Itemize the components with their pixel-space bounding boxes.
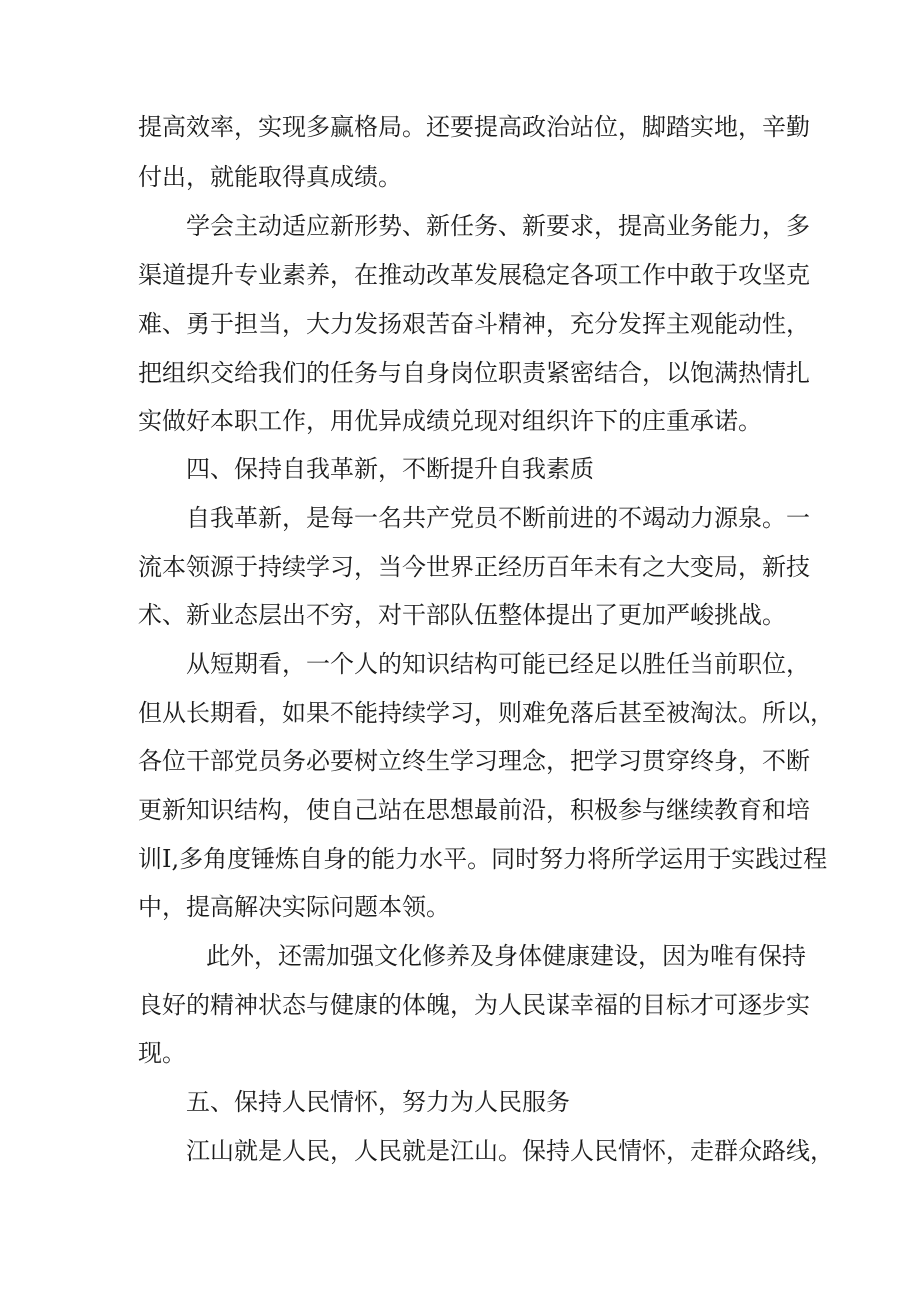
text-line: 实做好本职工作，用优异成绩兑现对组织许下的庄重承诺。 [138,407,762,435]
text-line: 此外，还需加强文化修养及身体健康建设，因为唯有保持 [206,942,806,970]
text-line: 把组织交给我们的任务与自身岗位职责紧密结合，以饱满热情扎 [138,359,810,387]
text-line: 自我革新，是每一名共产党员不断前进的不竭动力源泉。一 [186,504,810,532]
text-line: 但从长期看，如果不能持续学习，则难免落后甚至被淘汰。所以， [138,699,834,727]
text-line: 提高效率，实现多赢格局。还要提高政治站位，脚踏实地，辛勤 [138,113,810,141]
text-line: 渠道提升专业素养，在推动改革发展稳定各项工作中敢于攻坚克 [138,261,810,289]
text-line: 中，提高解决实际问题本领。 [138,893,450,921]
text-line: 良好的精神状态与健康的体魄，为人民谋幸福的目标才可逐步实 [138,991,810,1019]
text-line: 现。 [138,1039,186,1067]
section-heading: 五、保持人民情怀，努力为人民服务 [186,1088,570,1116]
text-line: 江山就是人民，人民就是江山。保持人民情怀，走群众路线， [186,1137,834,1165]
section-heading: 四、保持自我革新，不断提升自我素质 [186,455,594,483]
text-line: 训I,多角度锤炼自身的能力水平。同时努力将所学运用于实践过程 [138,845,828,873]
text-line: 付出，就能取得真成绩。 [138,163,402,191]
text-line: 术、新业态层出不穷，对干部队伍整体提出了更加严峻挑战。 [138,601,786,629]
text-line: 更新知识结构，使自己站在思想最前沿，积极参与继续教育和培 [138,796,810,824]
text-line: 各位干部党员务必要树立终生学习理念，把学习贯穿终身，不断 [138,747,810,775]
text-line: 流本领源于持续学习，当今世界正经历百年未有之大变局，新技 [138,553,810,581]
text-line: 学会主动适应新形势、新任务、新要求，提高业务能力，多 [186,212,810,240]
text-line: 从短期看，一个人的知识结构可能已经足以胜任当前职位， [186,650,810,678]
text-line: 难、勇于担当，大力发扬艰苦奋斗精神，充分发挥主观能动性， [138,310,810,338]
